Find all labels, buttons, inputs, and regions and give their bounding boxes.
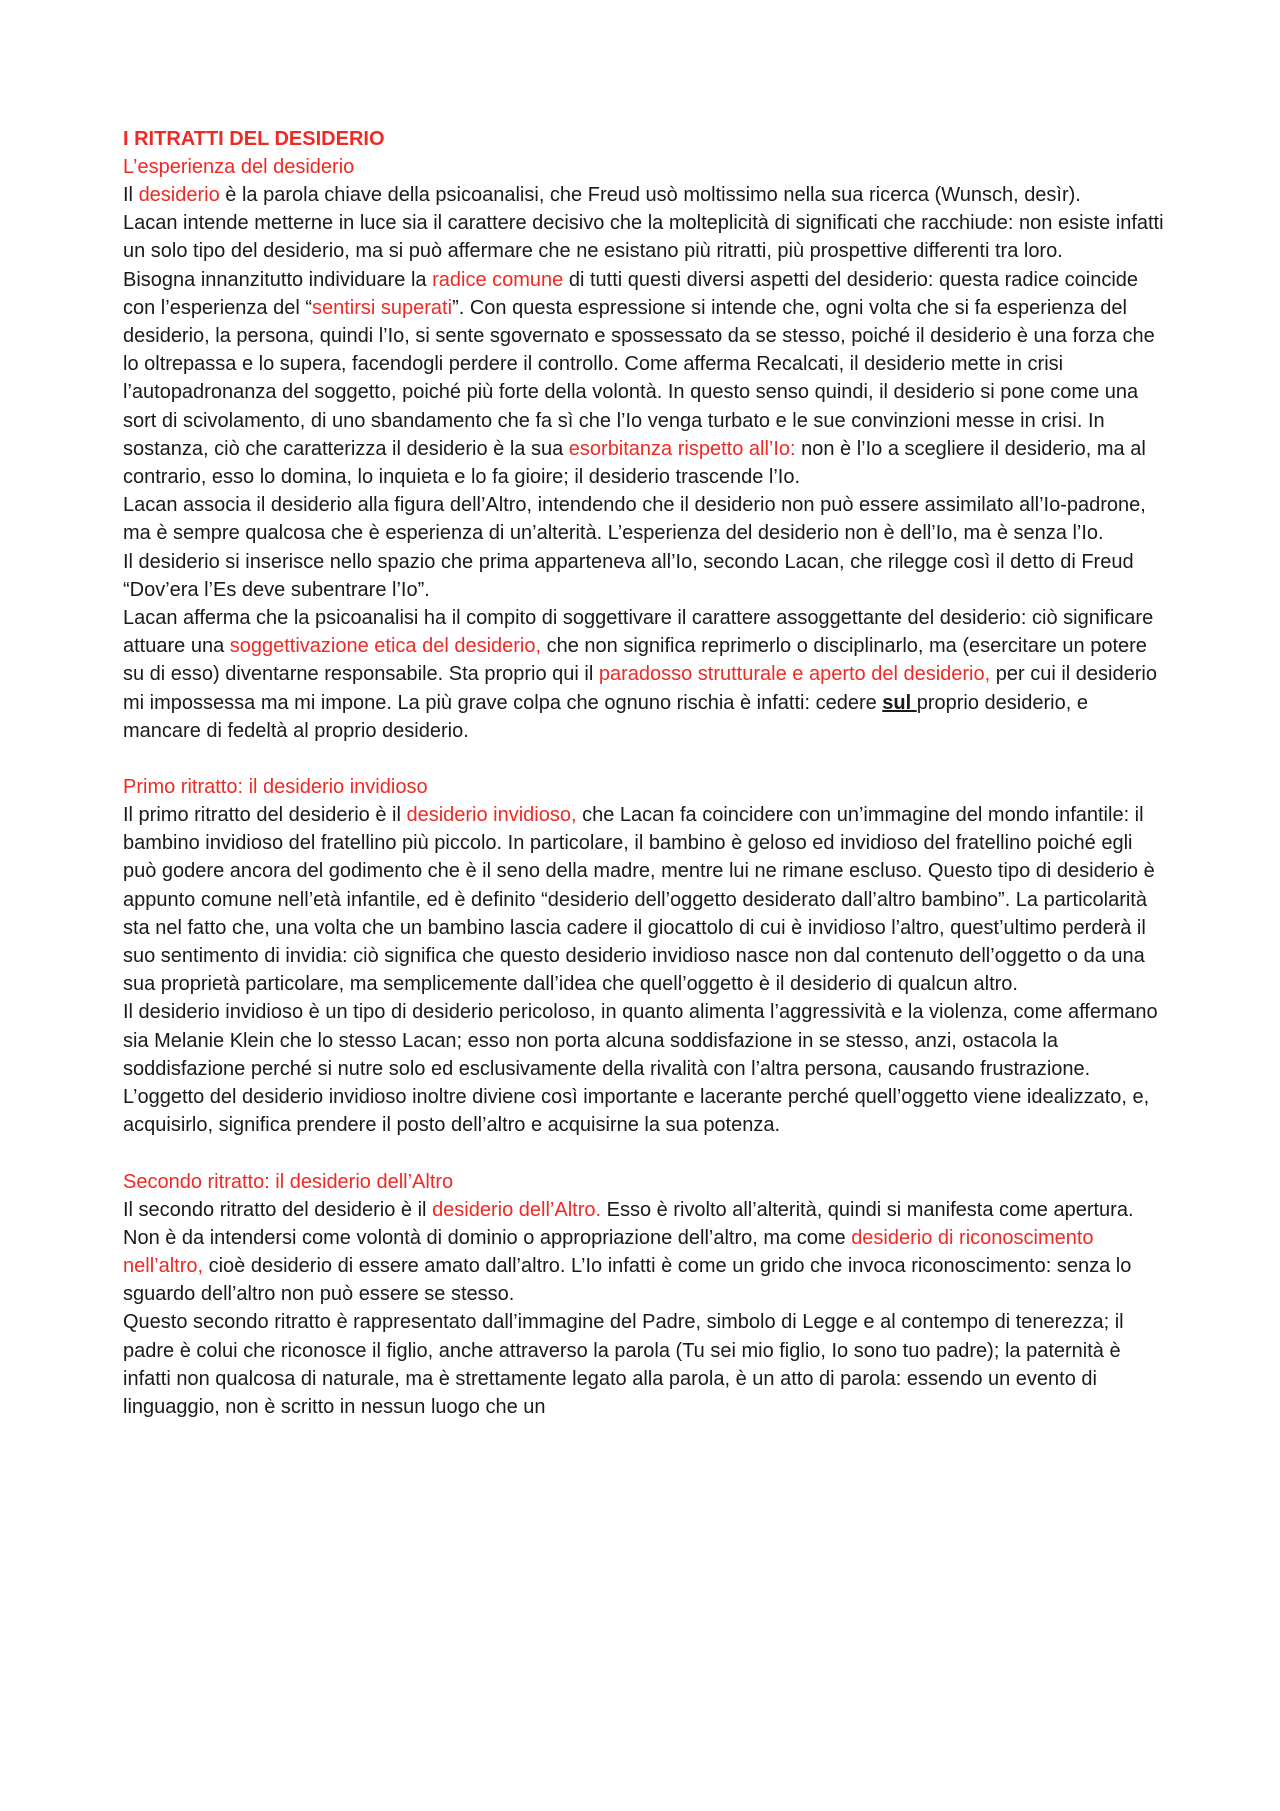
body-paragraph [123,266,1170,492]
text-run: Il primo ritratto del desiderio è il [123,804,407,827]
document-body [123,153,1170,1421]
text-run: Il [123,184,139,206]
text-run: è la parola chiave della psicoanalisi, che Freud usò moltissimo nella sua ricerca (Wunsch, desìr). [219,184,1081,206]
document-title: I RITRATTI DEL DESIDERIO [123,128,385,150]
highlighted-term: desiderio [138,184,220,206]
highlighted-term: soggettivazione etica del desiderio, [229,635,542,658]
section-heading: Secondo ritratto: il desiderio dell’Altro [123,1170,454,1193]
text-run: proprio desiderio, e mancare di fedeltà al proprio desiderio. [123,691,1088,742]
text-run: non è l’Io a scegliere il desiderio, ma al contrario, esso lo domina, lo inquieta e lo fa gioire; il desiderio trascende l’Io. [123,437,1146,489]
text-run: cioè desiderio di essere amato dall’altro. L’Io infatti è come un grido che invoca riconoscimento: senza lo sguardo dell’altro non può essere se stesso. [123,1254,1132,1306]
body-paragraph [123,604,1170,745]
body-paragraph [123,491,1170,547]
section-heading: Primo ritratto: il desiderio invidioso [123,776,428,799]
body-paragraph [123,548,1170,604]
emphasized-word: sul [882,691,917,714]
text-run: Lacan afferma che la psicoanalisi ha il compito di soggettivare il carattere assoggettante del desiderio: ciò significare attuare una [123,607,1154,658]
body-paragraph [123,1196,1170,1309]
highlighted-term: radice comune [432,268,564,291]
text-run: Il secondo ritratto del desiderio è il [123,1198,433,1221]
text-run: Il desiderio si inserisce nello spazio che prima apparteneva all’Io, secondo Lacan, che rilegge così il detto di Freud “Dov’era l’Es deve subentrare l’Io”. [123,550,1134,601]
highlighted-term: desiderio invidioso, [406,804,577,827]
highlighted-term: paradosso strutturale e aperto del desiderio, [598,663,991,686]
section-heading: L’esperienza del desiderio [123,156,355,178]
text-run: Bisogna innanzitutto individuare la [123,268,433,291]
text-run: Questo secondo ritratto è rappresentato dall’immagine del Padre, simbolo di Legge e al contempo di tenerezza; il padre è colui che riconosce il figlio, anche attraverso la parola (Tu sei mio figlio, Io sono tuo padre); la paternità è infatti non qualcosa di naturale, ma è strettamente legato alla parola, è un atto di parola: essendo un evento di linguaggio, non è scritto in nessun luogo che un [123,1311,1124,1418]
text-run: Lacan associa il desiderio alla figura dell’Altro, intendendo che il desiderio non può essere assimilato all’Io-padrone, ma è sempre qualcosa che è esperienza di un’alterità. L’esperienza del desiderio non è dell’Io, ma è senza l’Io. [123,494,1146,545]
highlighted-term: sentirsi superati [312,296,453,319]
highlighted-term: esorbitanza rispetto all’Io: [568,437,796,460]
highlighted-term: desiderio di riconoscimento nell’altro, [123,1226,1094,1277]
body-paragraph [123,998,1170,1139]
text-run: Il desiderio invidioso è un tipo di desiderio pericoloso, in quanto alimenta l’aggressività e la violenza, come affermano sia Melanie Klein che lo stesso Lacan; esso non porta alcuna soddisfazione in se stesso, anzi, ostacola la soddisfazione perché si nutre solo ed esclusivamente della rivalità con l’altra persona, causando frustrazione. L’oggetto del desiderio invidioso inoltre diviene così importante e lacerante perché quell’oggetto viene idealizzato, e, acquisirlo, significa prendere il posto dell’altro e acquisirne la sua potenza. [123,1001,1158,1137]
text-run: Lacan intende metterne in luce sia il carattere decisivo che la molteplicità di significati che racchiude: non esiste infatti un solo tipo del desiderio, ma si può affermare che ne esistano più ritratti, più prospettive differenti tra loro. [123,212,1164,263]
text-run: che Lacan fa coincidere con un’immagine del mondo infantile: il bambino invidioso del fratellino più piccolo. In particolare, il bambino è geloso ed invidioso del fratellino poiché egli può godere ancora del godimento che è il seno della madre, mentre lui ne rimane escluso. Questo tipo di desiderio è appunto comune nell’età infantile, ed è definito “desiderio dell’oggetto desiderato dall’altro bambino”. La particolarità sta nel fatto che, una volta che un bambino lascia cadere il giocattolo di cui è invidioso l’altro, quest’ultimo perderà il suo sentimento di invidia: ciò significa che questo desiderio invidioso nasce non dal contenuto dell’oggetto o da una sua proprietà particolare, ma semplicemente dall’idea che quell’oggetto è il desiderio di qualcun altro. [123,804,1155,996]
text-run: che non significa reprimerlo o disciplinarlo, ma (esercitare un potere su di esso) diventarne responsabile. Sta proprio qui il [123,635,1147,686]
text-run: Esso è rivolto all’alterità, quindi si manifesta come apertura. Non è da intendersi come volontà di dominio o appropriazione dell’altro, ma come [123,1198,1134,1249]
section-gap [123,1140,1170,1168]
text-run: ”. Con questa espressione si intende che, ogni volta che si fa esperienza del desiderio, la persona, quindi l’Io, si sente sgovernato e spossessato da se stesso, poiché il desiderio è una forza che lo oltrepassa e lo supera, facendogli perdere il controllo. Come afferma Recalcati, il desiderio mette in crisi l’autopadronanza del soggetto, poiché più forte della volontà. In questo senso quindi, il desiderio si pone come una sort di scivolamento, di uno sbandamento che fa sì che l’Io venga turbato e le sue convinzioni messe in crisi. In sostanza, ciò che caratterizza il desiderio è la sua [123,296,1155,460]
highlighted-term: desiderio dell’Altro. [432,1198,602,1221]
body-paragraph [123,1308,1170,1421]
body-paragraph [123,181,1170,209]
body-paragraph [123,209,1170,265]
section-gap [123,745,1170,773]
text-run: di tutti questi diversi aspetti del desiderio: questa radice coincide con l’esperienza del “ [123,268,1139,319]
text-run: per cui il desiderio mi impossessa ma mi impone. La più grave colpa che ognuno rischia è infatti: cedere [123,663,1157,714]
body-paragraph [123,801,1170,998]
